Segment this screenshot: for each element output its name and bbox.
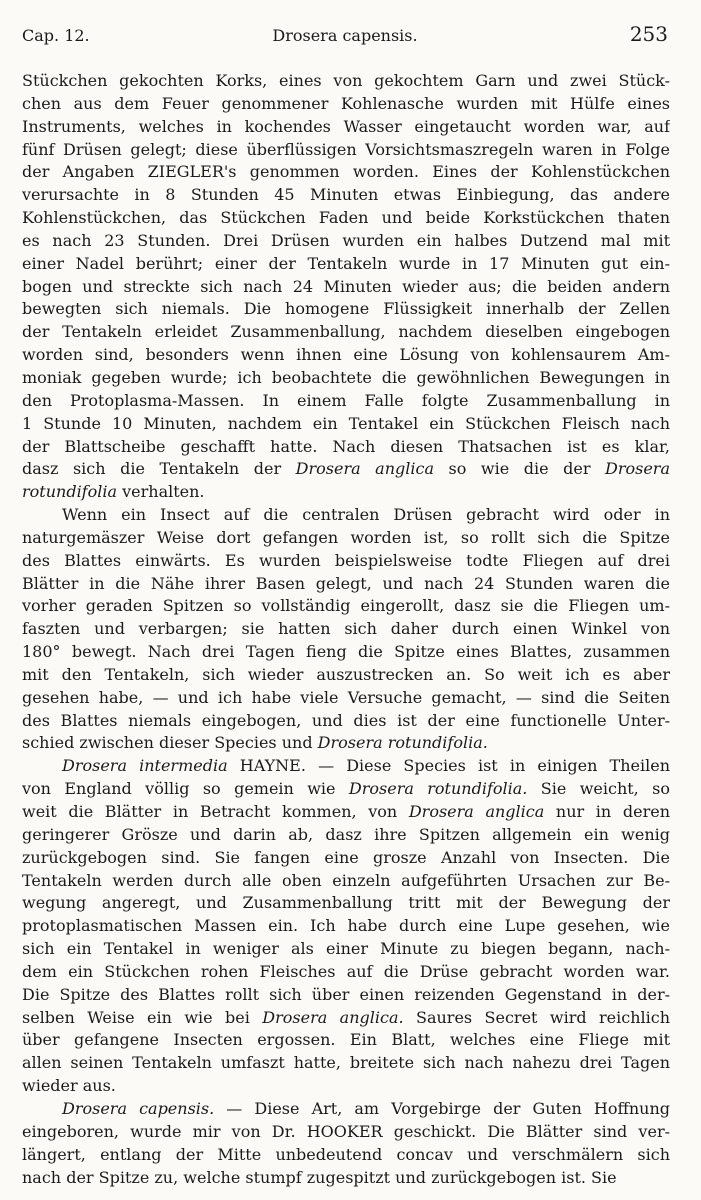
text-segment: faszten und verbargen; sie hatten sich daher durch einen Winkel von bbox=[22, 619, 670, 639]
italic-text: Drosera rotundifolia. bbox=[317, 733, 488, 753]
text-segment: über gefangene Insecten ergossen. Ein Blatt, welches eine Fliege mit bbox=[22, 1030, 670, 1050]
text-line bbox=[22, 595, 670, 618]
text-line bbox=[22, 139, 670, 162]
text-line bbox=[22, 892, 670, 915]
text-segment: schied zwischen dieser Species und bbox=[22, 733, 318, 753]
text-line bbox=[22, 93, 670, 116]
text-line bbox=[22, 1098, 670, 1121]
text-line bbox=[22, 253, 670, 276]
text-segment: längert, entlang der Mitte unbedeutend concav und verschmälern sich bbox=[22, 1144, 670, 1164]
text-segment: moniak gegeben wurde; ich beobachtete die gewöhnlichen Bewegungen in bbox=[22, 367, 670, 387]
italic-text: Drosera anglica. bbox=[262, 1007, 404, 1027]
text-segment: von England völlig so gemein wie bbox=[22, 779, 349, 799]
text-line bbox=[22, 550, 670, 573]
text-segment: worden sind, besonders wenn ihnen eine Lösung von kohlensaurem Am- bbox=[22, 345, 670, 365]
text-segment: bewegten sich niemals. Die homogene Flüssigkeit innerhalb der Zellen bbox=[22, 299, 670, 319]
text-segment: der Tentakeln erleidet Zusammenballung, nachdem dieselben eingebogen bbox=[22, 322, 670, 342]
text-segment: Die Spitze des Blattes rollt sich über einen reizenden Gegenstand in der- bbox=[22, 984, 670, 1004]
text-line bbox=[22, 710, 670, 733]
text-line bbox=[22, 481, 670, 504]
italic-text: Drosera bbox=[605, 459, 670, 479]
text-segment: verhalten. bbox=[117, 482, 205, 502]
text-segment: weit die Blätter in Betracht kommen, von bbox=[22, 802, 409, 821]
text-line bbox=[22, 276, 670, 299]
text-line bbox=[22, 458, 670, 481]
text-line bbox=[22, 1121, 670, 1144]
running-title: Drosera capensis. bbox=[272, 26, 418, 45]
text-segment: nur in deren bbox=[544, 802, 670, 821]
running-header bbox=[22, 22, 668, 52]
text-line bbox=[22, 70, 670, 93]
text-line bbox=[22, 390, 670, 413]
text-line bbox=[22, 938, 670, 961]
text-line bbox=[22, 413, 670, 436]
text-segment: dasz sich die Tentakeln der bbox=[22, 459, 296, 479]
text-segment: Saures Secret wird reichlich bbox=[403, 1007, 670, 1027]
chapter-label: Cap. 12. bbox=[22, 26, 90, 45]
text-segment: dem ein Stückchen rohen Fleisches auf die Drüse gebracht worden war. bbox=[22, 961, 670, 981]
text-segment: einer Nadel berührt; einer der Tentakeln wurde in 17 Minuten gut ein- bbox=[22, 253, 670, 273]
text-segment: vorher geraden Spitzen so vollständig eingerollt, dasz sie die Fliegen um- bbox=[22, 596, 670, 616]
text-line bbox=[22, 1029, 670, 1052]
italic-text: Drosera intermedia bbox=[62, 756, 228, 776]
text-segment: Wenn ein Insect auf die centralen Drüsen gebracht wird oder in bbox=[62, 505, 670, 525]
text-line bbox=[22, 1167, 670, 1190]
text-segment: sich ein Tentakel in weniger als einer Minute zu biegen begann, nach- bbox=[22, 939, 670, 959]
text-segment: der Blattscheibe geschafft hatte. Nach diesen Thatsachen ist es klar, bbox=[22, 436, 670, 456]
text-segment: Stückchen gekochten Korks, eines von gekochtem Garn und zwei Stück- bbox=[22, 71, 670, 90]
text-segment: nach der Spitze zu, welche stumpf zugespitzt und zurückgebogen ist. Sie bbox=[22, 1167, 617, 1187]
text-line bbox=[22, 641, 670, 664]
text-segment: 180° bewegt. Nach drei Tagen fieng die Spitze eines Blattes, zusammen bbox=[22, 642, 670, 662]
italic-text: Drosera anglica bbox=[408, 802, 545, 821]
text-segment: HAYNE. — Diese Species ist in einigen Theilen bbox=[227, 756, 670, 776]
text-line bbox=[22, 618, 670, 641]
italic-text: rotundifolia bbox=[22, 482, 118, 502]
text-segment: Blätter in die Nähe ihrer Basen gelegt, und nach 24 Stunden waren die bbox=[22, 573, 670, 593]
text-line bbox=[22, 230, 670, 253]
text-line bbox=[22, 367, 670, 390]
text-segment: verursachte in 8 Stunden 45 Minuten etwas Einbiegung, das andere bbox=[22, 185, 670, 205]
text-segment: zurückgebogen sind. Sie fangen eine grosze Anzahl von Insecten. Die bbox=[22, 847, 670, 867]
text-segment: der Angaben ZIEGLER's genommen worden. Eines der Kohlenstückchen bbox=[22, 162, 670, 182]
text-line bbox=[22, 1075, 670, 1098]
text-line bbox=[22, 687, 670, 710]
text-segment: Kohlenstückchen, das Stückchen Faden und beide Korkstückchen thaten bbox=[22, 208, 670, 228]
text-line bbox=[22, 1007, 670, 1030]
text-line bbox=[22, 778, 670, 801]
text-line bbox=[22, 870, 670, 893]
text-segment: Instruments, welches in kochendes Wasser eingetaucht worden war, auf bbox=[22, 116, 670, 136]
text-segment: gesehen habe, — und ich habe viele Versuche gemacht, — sind die Seiten bbox=[22, 687, 670, 707]
text-segment: allen seinen Tentakeln umfaszt hatte, breitete sich nach nahezu drei Tagen bbox=[22, 1053, 670, 1073]
text-segment: so wie die der bbox=[434, 459, 606, 479]
text-segment: des Blattes niemals eingebogen, und dies ist der eine functionelle Unter- bbox=[22, 710, 670, 730]
text-line bbox=[22, 116, 670, 139]
italic-text: Drosera capensis. bbox=[62, 1098, 215, 1118]
text-segment: wieder aus. bbox=[22, 1076, 116, 1096]
text-line bbox=[22, 161, 670, 184]
text-line bbox=[22, 184, 670, 207]
text-segment: bogen und streckte sich nach 24 Minuten wieder aus; die beiden andern bbox=[22, 276, 670, 296]
text-line bbox=[22, 436, 670, 459]
text-segment: es nach 23 Stunden. Drei Drüsen wurden ein halbes Dutzend mal mit bbox=[22, 230, 670, 250]
italic-text: Drosera anglica bbox=[295, 459, 434, 479]
text-segment: selben Weise ein wie bei bbox=[22, 1007, 263, 1027]
text-segment: protoplasmatischen Massen ein. Ich habe durch eine Lupe gesehen, wie bbox=[22, 916, 670, 936]
text-line bbox=[22, 984, 670, 1007]
text-line bbox=[22, 344, 670, 367]
text-line bbox=[22, 664, 670, 687]
text-line bbox=[22, 298, 670, 321]
text-line bbox=[22, 1144, 670, 1167]
italic-text: Drosera rotundifolia. bbox=[348, 779, 528, 799]
text-segment: chen aus dem Feuer genommener Kohlenasche wurden mit Hülfe eines bbox=[22, 93, 670, 113]
text-segment: den Protoplasma-Massen. In einem Falle folgte Zusammenballung in bbox=[22, 390, 670, 410]
text-segment: mit den Tentakeln, sich wieder auszustrecken an. So weit ich es aber bbox=[22, 664, 670, 684]
text-line bbox=[22, 504, 670, 527]
text-segment: eingeboren, wurde mir von Dr. HOOKER geschickt. Die Blätter sind ver- bbox=[22, 1121, 670, 1141]
text-segment: 1 Stunde 10 Minuten, nachdem ein Tentakel ein Stückchen Fleisch nach bbox=[22, 413, 670, 433]
text-segment: des Blattes einwärts. Es wurden beispielsweise todte Fliegen auf drei bbox=[22, 550, 670, 570]
text-line bbox=[22, 573, 670, 596]
page-number: 253 bbox=[629, 22, 668, 46]
text-line bbox=[22, 732, 670, 755]
text-line bbox=[22, 755, 670, 778]
text-line bbox=[22, 1052, 670, 1075]
text-line bbox=[22, 961, 670, 984]
text-line bbox=[22, 527, 670, 550]
text-line bbox=[22, 207, 670, 230]
text-segment: wegung angeregt, und Zusammenballung tritt mit der Bewegung der bbox=[22, 893, 670, 913]
text-line bbox=[22, 801, 670, 824]
text-line bbox=[22, 321, 670, 344]
text-line bbox=[22, 824, 670, 847]
text-segment: — Diese Art, am Vorgebirge der Guten Hoffnung bbox=[214, 1098, 670, 1118]
text-segment: Sie weicht, so bbox=[527, 779, 670, 799]
text-segment: fünf Drüsen gelegt; diese überflüssigen Vorsichtsmaszregeln waren in Folge bbox=[22, 139, 670, 159]
text-line bbox=[22, 847, 670, 870]
text-segment: Tentakeln werden durch alle oben einzeln aufgeführten Ursachen zur Be- bbox=[22, 870, 670, 890]
text-segment: naturgemäszer Weise dort gefangen worden ist, so rollt sich die Spitze bbox=[22, 527, 670, 547]
text-line bbox=[22, 915, 670, 938]
text-segment: geringerer Grösze und darin ab, dasz ihre Spitzen allgemein ein wenig bbox=[22, 824, 670, 844]
body-text bbox=[22, 70, 670, 1189]
